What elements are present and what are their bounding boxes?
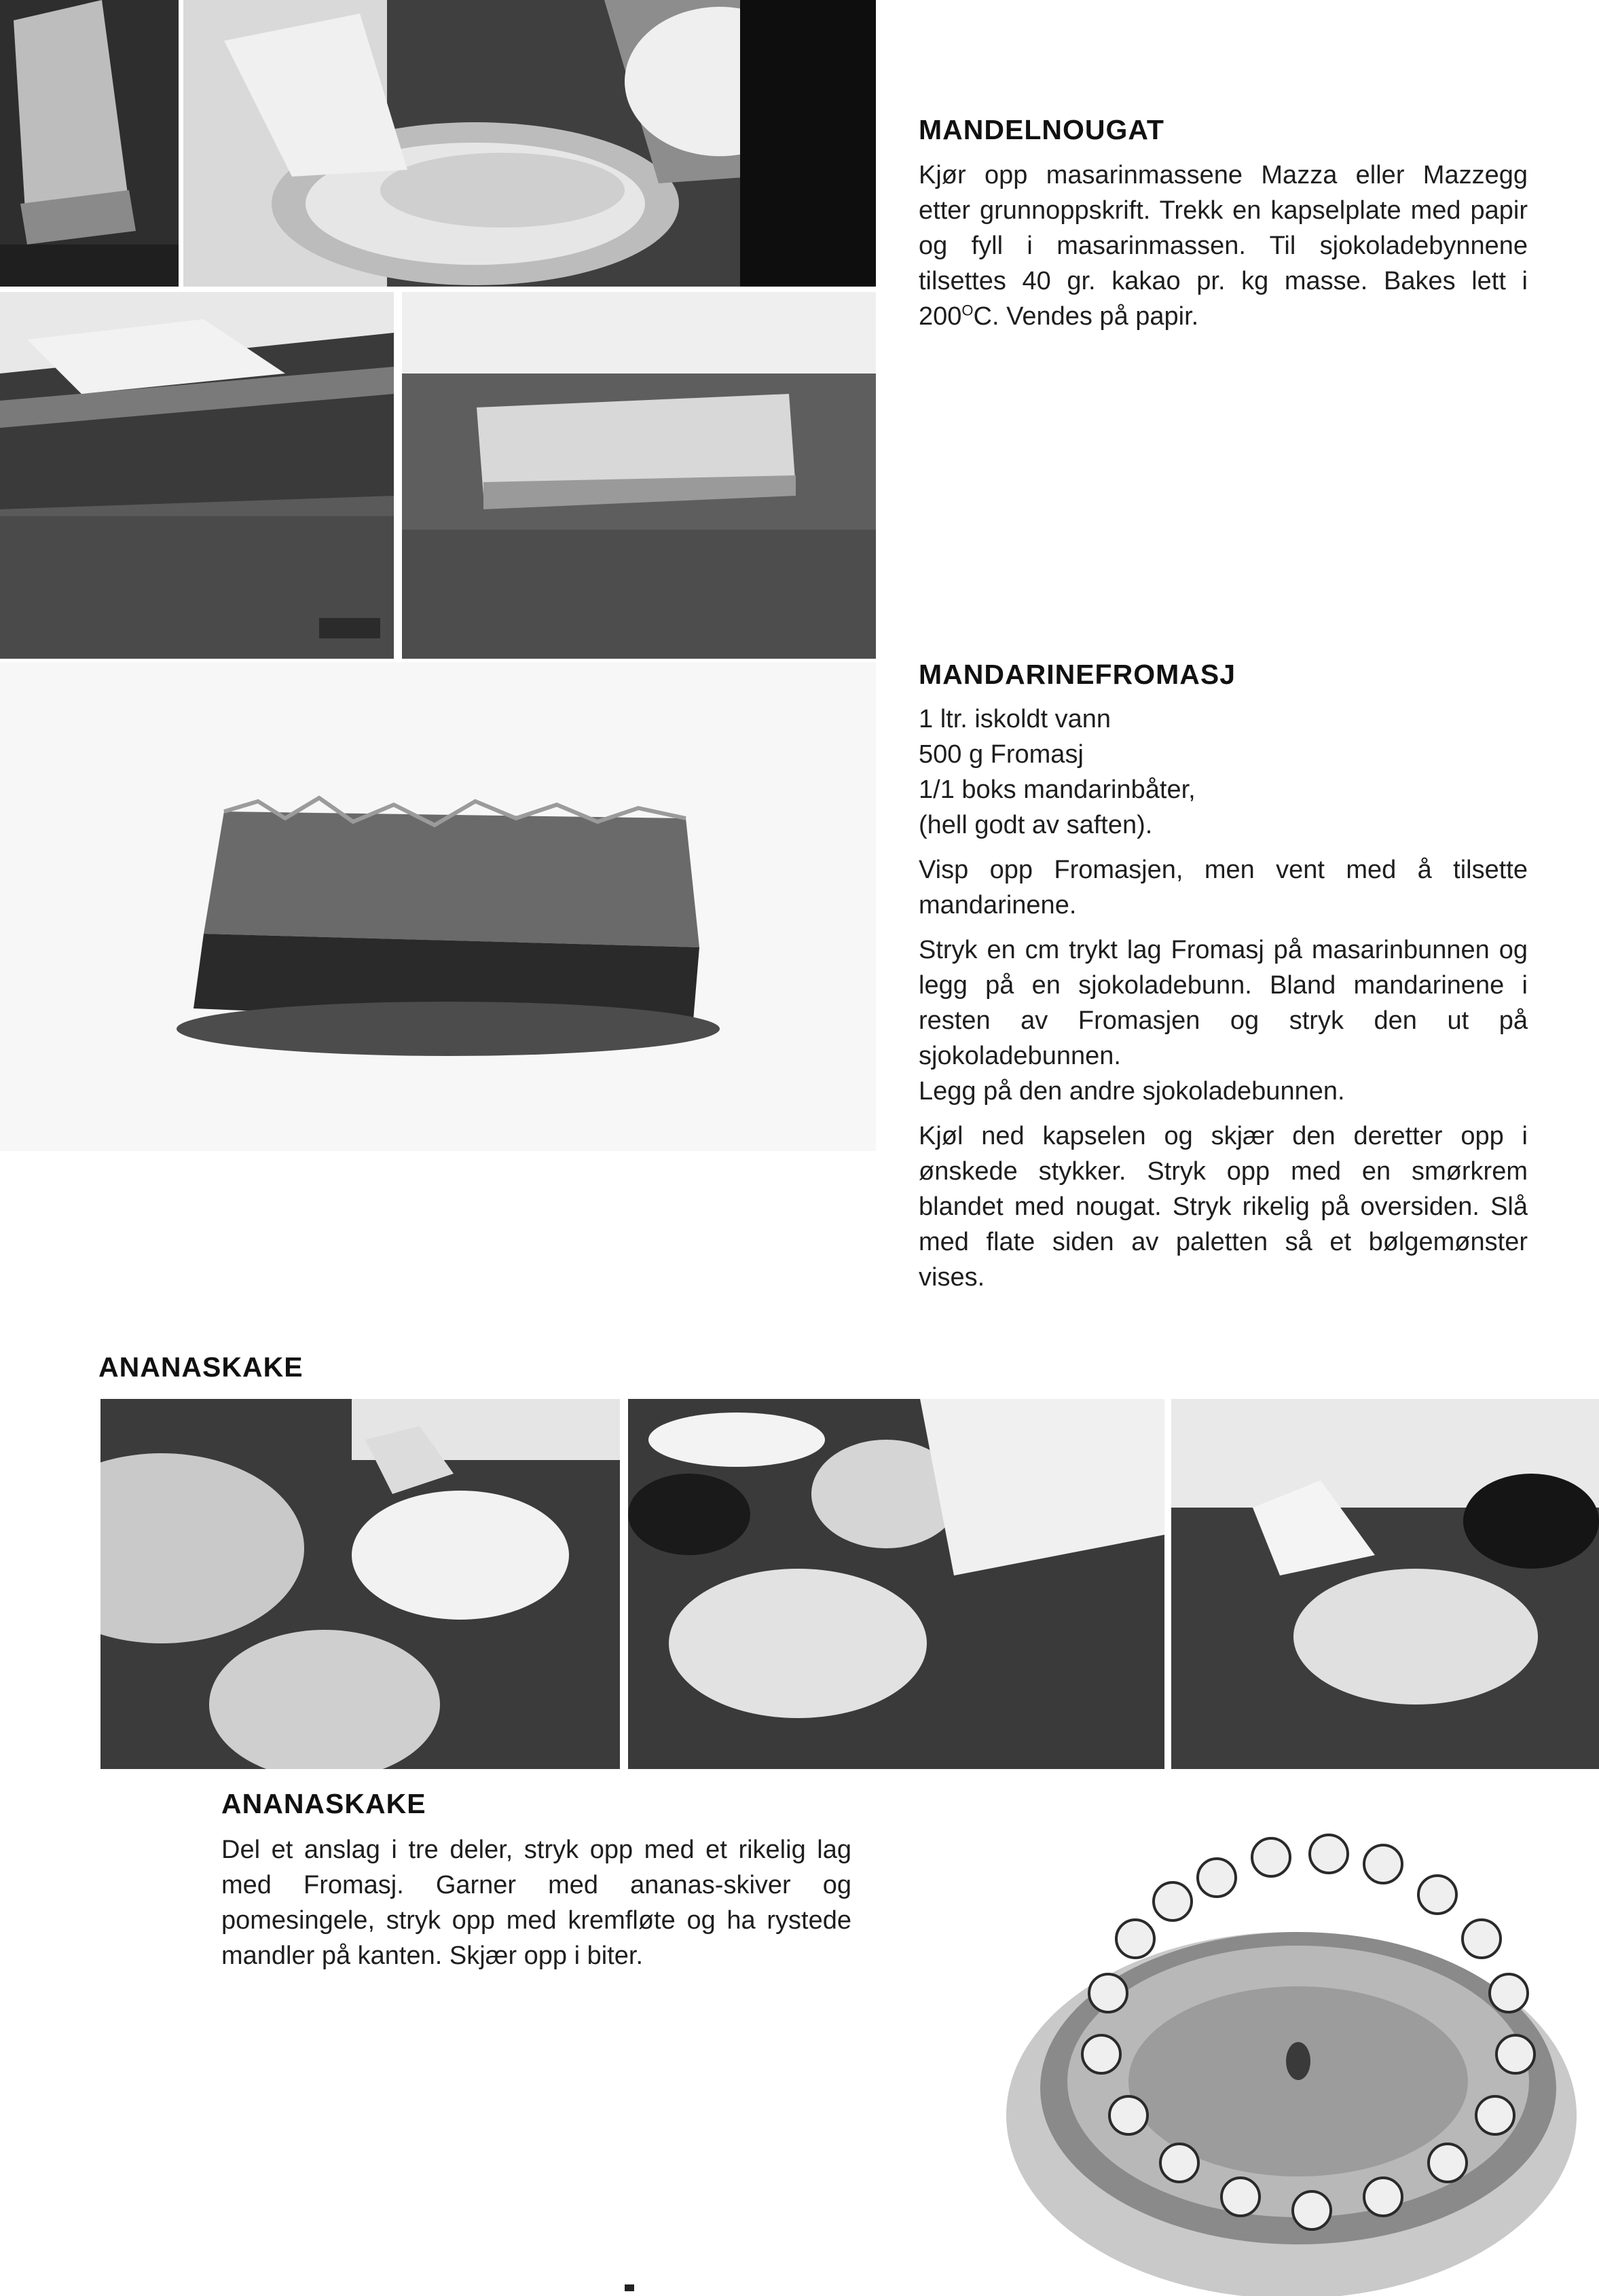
photo-finished-nougat-cake [0,662,876,1151]
photo-spreading-fromasj [100,1399,620,1769]
instruction-paragraph: Visp opp Fromasjen, men vent med å tilsette mandarinene. [919,856,1528,919]
photo-cake-slab-edge [0,0,179,287]
mandelnougat-title: MANDELNOUGAT [919,114,1164,145]
ananaskake-body [221,1832,851,1983]
photo-finished-ananaskake [932,1769,1599,2296]
ananaskake-instructions: Del et anslag i tre deler, stryk opp med et rikelig lag med Fromasj. Garner med ananas-skiver og pomesingele, stryk opp med kremfløte og ha rystede mandler på kanten. Skjær opp i biter. [221,1836,851,1970]
photo-layering-cake [628,1399,1164,1769]
ingredient-item: 500 g Fromasj [919,740,1084,769]
instruction-paragraph: Kjøl ned kapselen og skjær den deretter opp i ønskede stykker. Stryk opp med en smørkrem blandet med nougat. Stryk rikelig på oversiden. Slå med flate siden av paletten så et bølgemønster vises. [919,1122,1528,1292]
photo-frosted-slab [402,292,876,659]
mandelnougat-body [919,158,1528,344]
degree-mark: O [961,302,974,319]
mandelnougat-body-text: Kjør opp masarinmassene Mazza eller Mazzegg etter grunnoppskrift. Trekk en kapselplate med papir og fyll i masarinmassen. Til sjokoladebynnene tilsettes 40 gr. kakao pr. kg masse. Bakes lett i 200 [919,161,1528,331]
ingredient-item: 1 ltr. iskoldt vann [919,705,1111,733]
instruction-paragraph: Legg på den andre sjokoladebunnen. [919,1077,1345,1106]
mandarinefromasj-title: MANDARINEFROMASJ [919,659,1236,690]
ananaskake-section-title: ANANASKAKE [98,1351,304,1383]
page-mark [625,2284,634,2291]
photo-pouring-almonds [183,0,876,287]
ingredient-item: 1/1 boks mandarinbåter, [919,776,1196,804]
mandarinefromasj-body [919,701,1528,1305]
mandelnougat-body-end: C. Vendes på papir. [973,302,1199,331]
photo-cutting-slab [0,292,394,659]
instruction-paragraph: Stryk en cm trykt lag Fromasj på masarinbunnen og legg på en sjokoladebunn. Bland mandarinene i resten av Fromasjen og stryk den ut på sjokoladebunnen. [919,936,1528,1070]
ingredient-list [919,701,1528,843]
photo-finishing-cake [1171,1399,1599,1769]
ingredient-item: (hell godt av saften). [919,811,1153,839]
ananaskake-title: ANANASKAKE [221,1788,426,1819]
